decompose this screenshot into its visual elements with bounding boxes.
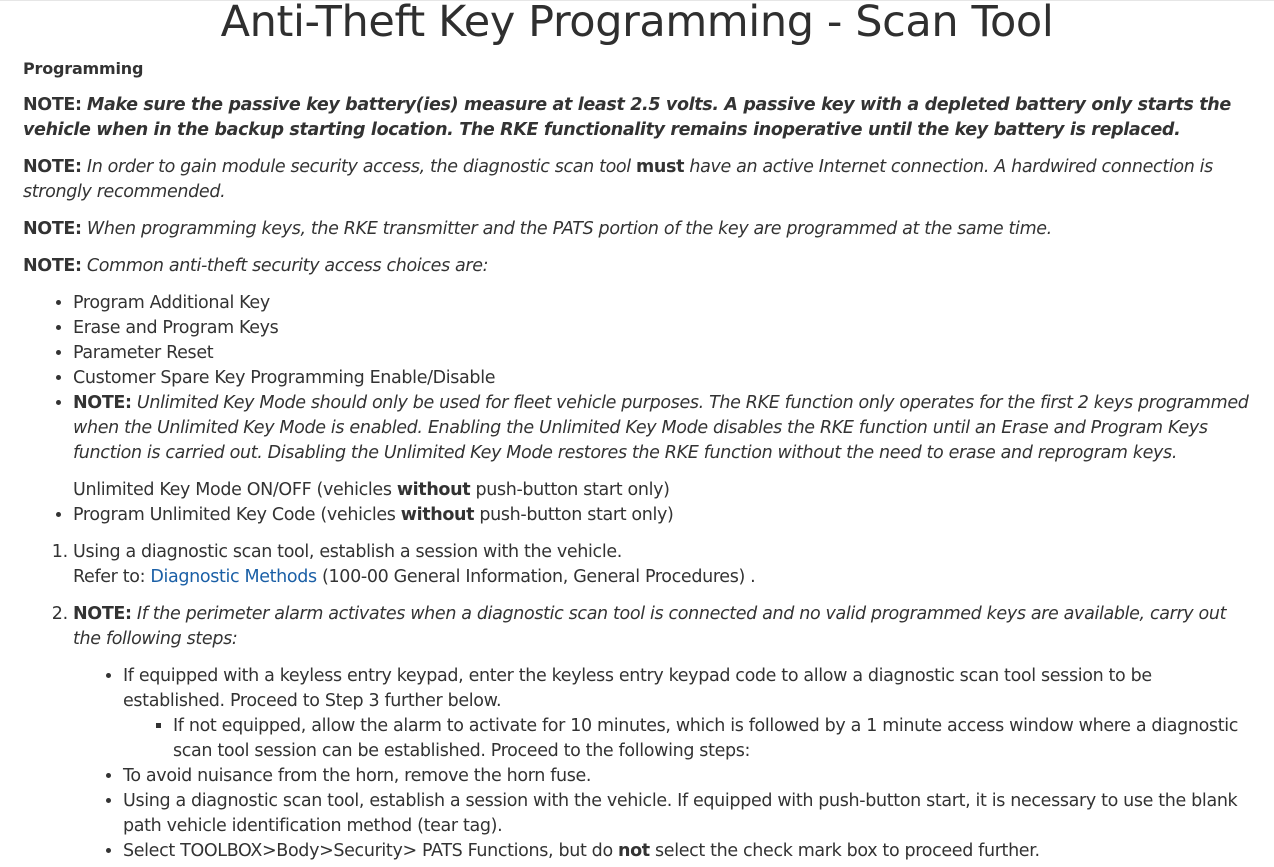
- note-internet-emphasis: must: [636, 157, 685, 177]
- diagnostic-methods-link[interactable]: Diagnostic Methods: [150, 567, 317, 587]
- step-1: [73, 540, 1253, 590]
- procedure-content: [23, 56, 1253, 864]
- note-battery-text: Make sure the passive key battery(ies) measure at least 2.5 volts. A passive key with a depleted battery only starts the vehicle when in the backup starting location. The RKE functionality remains inoperative until the key battery is replaced.: [23, 95, 1231, 140]
- toolbox-emphasis: not: [618, 841, 650, 861]
- note-same-time-text: When programming keys, the RKE transmitter and the PATS portion of the key are programmed at the same time.: [86, 219, 1052, 239]
- note-choices-text: Common anti-theft security access choices are:: [86, 256, 489, 276]
- keypad-instruction: If equipped with a keyless entry keypad, enter the keyless entry keypad code to allow a diagnostic scan tool session to be established. Proceed to Step 3 further below.: [123, 666, 1152, 711]
- note-label: NOTE:: [23, 157, 82, 177]
- list-item: [123, 664, 1253, 764]
- list-item-unlimited-note: [73, 391, 1253, 503]
- step-2: [73, 602, 1253, 864]
- refer-source: (100-00 General Information, General Procedures) .: [322, 567, 756, 587]
- note-label: NOTE:: [73, 393, 132, 413]
- list-item: • Using a diagnostic scan tool, establish a session with the vehicle. If equipped with push-button start, it is necessary to use the blank path vehicle identification method (tear tag).: [123, 789, 1253, 839]
- unlimited-note-text: Unlimited Key Mode should only be used for fleet vehicle purposes. The RKE function only operates for the first 2 keys programmed when the Unlimited Key Mode is enabled. Enabling the Unlimited Key Mode disables the RKE function until an Erase and Program Keys function is carried out. Disabling the Unlimited Key Mode restores the RKE function without the need to erase and reprogram keys.: [73, 393, 1249, 463]
- procedure-steps: [23, 540, 1253, 864]
- note-label: NOTE:: [23, 256, 82, 276]
- note-label: NOTE:: [73, 604, 132, 624]
- note-internet-text-1: In order to gain module security access, the diagnostic scan tool: [86, 157, 631, 177]
- note-label: NOTE:: [23, 219, 82, 239]
- step-2-bullets: [73, 664, 1253, 864]
- access-choices-list: [23, 291, 1253, 528]
- toolbox-instruction-2: select the check mark box to proceed further.: [655, 841, 1040, 861]
- note-battery: [23, 93, 1253, 143]
- step-2-note-text: If the perimeter alarm activates when a diagnostic scan tool is connected and no valid programmed keys are available, carry out the following steps:: [73, 604, 1227, 649]
- unlimited-onoff: [73, 478, 1253, 503]
- unlimited-onoff-text-2: push-button start only): [475, 480, 670, 500]
- list-item: [73, 503, 1253, 528]
- note-internet: [23, 155, 1253, 205]
- page-title: Anti-Theft Key Programming - Scan Tool: [220, 0, 1054, 47]
- refer-label: Refer to:: [73, 567, 146, 587]
- step-1-text: Using a diagnostic scan tool, establish a session with the vehicle.: [73, 542, 622, 562]
- list-item: • To avoid nuisance from the horn, remove the horn fuse.: [123, 764, 1253, 789]
- note-internet-text-2: have an active Internet connection. A hardwired connection is strongly recommended.: [23, 157, 1213, 202]
- list-item: • Program Additional Key: [73, 291, 1253, 316]
- unlimited-code-emphasis: without: [400, 505, 475, 525]
- note-label: NOTE:: [23, 95, 82, 115]
- note-same-time: [23, 217, 1253, 242]
- toolbox-instruction-1: Select TOOLBOX>Body>Security> PATS Functions, but do: [123, 841, 613, 861]
- list-item: • Parameter Reset: [73, 341, 1253, 366]
- step-2-sub-bullets: [123, 714, 1253, 764]
- list-item: • Customer Spare Key Programming Enable/Disable: [73, 366, 1253, 391]
- list-item: [123, 839, 1253, 864]
- list-item: ▪ If not equipped, allow the alarm to activate for 10 minutes, which is followed by a 1 minute access window where a diagnostic scan tool session can be established. Proceed to the following steps:: [173, 714, 1253, 764]
- unlimited-code-text-1: Program Unlimited Key Code (vehicles: [73, 505, 396, 525]
- section-title: Programming: [23, 59, 144, 78]
- unlimited-onoff-text-1: Unlimited Key Mode ON/OFF (vehicles: [73, 480, 392, 500]
- unlimited-onoff-emphasis: without: [396, 480, 471, 500]
- list-item: • Erase and Program Keys: [73, 316, 1253, 341]
- note-choices: [23, 254, 1253, 279]
- unlimited-code-text-2: push-button start only): [479, 505, 674, 525]
